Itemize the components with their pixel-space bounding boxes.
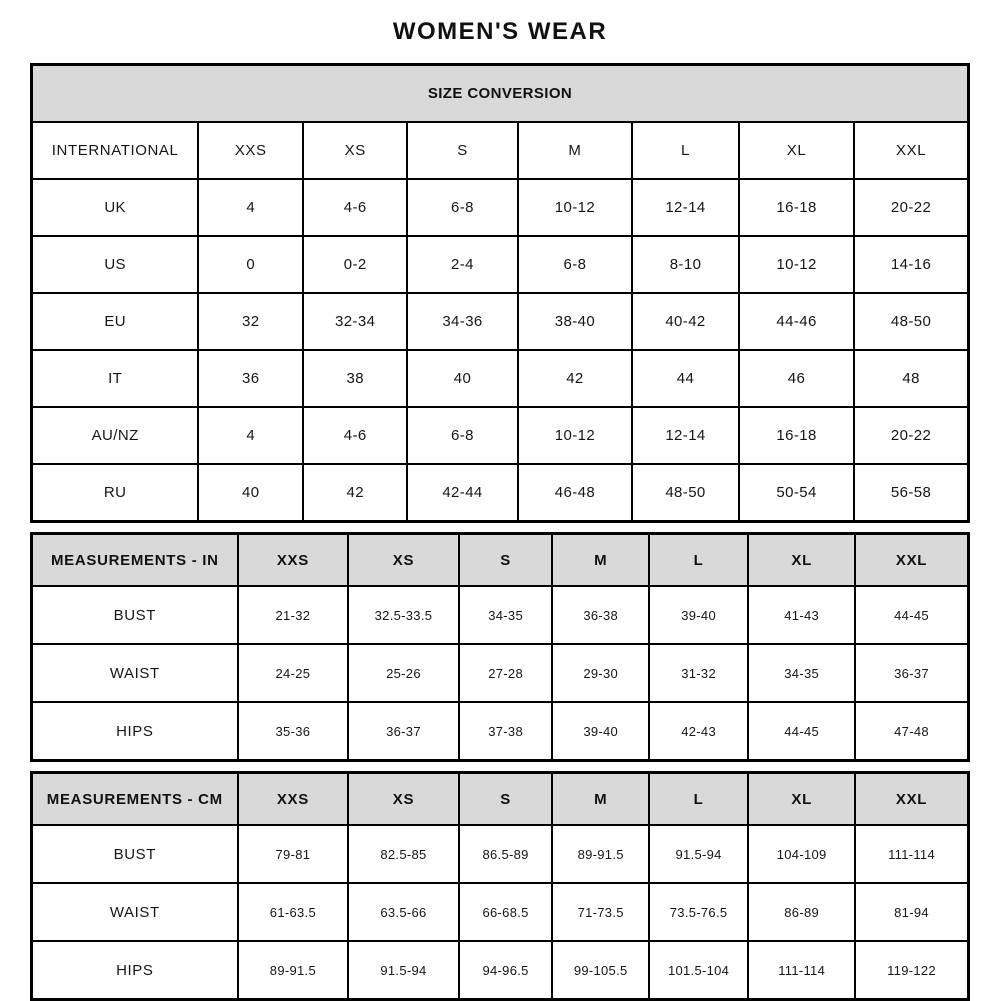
row-label: BUST [32, 825, 238, 883]
value-cell: 40-42 [632, 293, 739, 350]
column-header: XL [739, 122, 854, 179]
value-cell: 82.5-85 [348, 825, 459, 883]
label-column-header: MEASUREMENTS - CM [32, 773, 238, 826]
value-cell: 12-14 [632, 407, 739, 464]
value-cell: 4 [198, 179, 303, 236]
value-cell: 16-18 [739, 407, 854, 464]
value-cell: 34-35 [748, 644, 855, 702]
value-cell: 0-2 [303, 236, 407, 293]
column-header: XXS [238, 534, 349, 587]
table-row [32, 941, 969, 1000]
table-row [32, 883, 969, 941]
value-cell: 27-28 [459, 644, 553, 702]
measurements-cm-table [30, 771, 970, 1001]
value-cell: 42 [518, 350, 632, 407]
table-row [32, 702, 969, 761]
row-label: US [32, 236, 199, 293]
value-cell: 10-12 [518, 179, 632, 236]
value-cell: 38-40 [518, 293, 632, 350]
value-cell: 89-91.5 [552, 825, 649, 883]
value-cell: 6-8 [407, 407, 518, 464]
table-banner: SIZE CONVERSION [32, 65, 969, 123]
value-cell: 12-14 [632, 179, 739, 236]
value-cell: 44 [632, 350, 739, 407]
value-cell: 20-22 [854, 407, 968, 464]
value-cell: 25-26 [348, 644, 459, 702]
row-label: RU [32, 464, 199, 522]
value-cell: 44-46 [739, 293, 854, 350]
value-cell: 14-16 [854, 236, 968, 293]
row-label: HIPS [32, 941, 238, 1000]
value-cell: 24-25 [238, 644, 349, 702]
table-row [32, 825, 969, 883]
value-cell: 36-37 [348, 702, 459, 761]
value-cell: 39-40 [552, 702, 649, 761]
value-cell: 42-43 [649, 702, 748, 761]
value-cell: 81-94 [855, 883, 968, 941]
value-cell: 34-36 [407, 293, 518, 350]
value-cell: 44-45 [855, 586, 968, 644]
value-cell: 91.5-94 [649, 825, 748, 883]
banner-row [32, 65, 969, 123]
value-cell: 10-12 [739, 236, 854, 293]
value-cell: 32.5-33.5 [348, 586, 459, 644]
header-row [32, 534, 969, 587]
table-row [32, 407, 969, 464]
value-cell: 35-36 [238, 702, 349, 761]
value-cell: 48-50 [632, 464, 739, 522]
value-cell: 79-81 [238, 825, 349, 883]
column-header: L [649, 773, 748, 826]
value-cell: 56-58 [854, 464, 968, 522]
value-cell: 44-45 [748, 702, 855, 761]
size-conversion-table [30, 63, 970, 523]
value-cell: 32 [198, 293, 303, 350]
value-cell: 63.5-66 [348, 883, 459, 941]
value-cell: 2-4 [407, 236, 518, 293]
value-cell: 89-91.5 [238, 941, 349, 1000]
value-cell: 61-63.5 [238, 883, 349, 941]
value-cell: 66-68.5 [459, 883, 553, 941]
header-row [32, 773, 969, 826]
value-cell: 111-114 [748, 941, 855, 1000]
column-header: M [552, 773, 649, 826]
value-cell: 38 [303, 350, 407, 407]
value-cell: 91.5-94 [348, 941, 459, 1000]
value-cell: 41-43 [748, 586, 855, 644]
row-label: UK [32, 179, 199, 236]
column-header: L [632, 122, 739, 179]
value-cell: 40 [198, 464, 303, 522]
table-row [32, 350, 969, 407]
table-row [32, 644, 969, 702]
value-cell: 50-54 [739, 464, 854, 522]
column-header: M [518, 122, 632, 179]
row-label: BUST [32, 586, 238, 644]
value-cell: 86.5-89 [459, 825, 553, 883]
column-header: S [407, 122, 518, 179]
value-cell: 20-22 [854, 179, 968, 236]
value-cell: 48 [854, 350, 968, 407]
value-cell: 36-37 [855, 644, 968, 702]
value-cell: 36 [198, 350, 303, 407]
value-cell: 37-38 [459, 702, 553, 761]
value-cell: 39-40 [649, 586, 748, 644]
column-header: XXS [198, 122, 303, 179]
label-column-header: MEASUREMENTS - IN [32, 534, 238, 587]
column-header: XS [348, 534, 459, 587]
value-cell: 104-109 [748, 825, 855, 883]
value-cell: 47-48 [855, 702, 968, 761]
value-cell: 46 [739, 350, 854, 407]
value-cell: 119-122 [855, 941, 968, 1000]
value-cell: 42-44 [407, 464, 518, 522]
value-cell: 21-32 [238, 586, 349, 644]
label-column-header: INTERNATIONAL [32, 122, 199, 179]
column-header: XXL [855, 534, 968, 587]
column-header: XS [303, 122, 407, 179]
column-header: XXL [855, 773, 968, 826]
column-header: XL [748, 773, 855, 826]
value-cell: 36-38 [552, 586, 649, 644]
value-cell: 111-114 [855, 825, 968, 883]
value-cell: 46-48 [518, 464, 632, 522]
value-cell: 71-73.5 [552, 883, 649, 941]
row-label: IT [32, 350, 199, 407]
value-cell: 94-96.5 [459, 941, 553, 1000]
row-label: EU [32, 293, 199, 350]
column-header: L [649, 534, 748, 587]
column-header: XS [348, 773, 459, 826]
header-row [32, 122, 969, 179]
value-cell: 40 [407, 350, 518, 407]
value-cell: 16-18 [739, 179, 854, 236]
table-row [32, 293, 969, 350]
value-cell: 99-105.5 [552, 941, 649, 1000]
column-header: XXL [854, 122, 968, 179]
value-cell: 0 [198, 236, 303, 293]
table-row [32, 236, 969, 293]
value-cell: 8-10 [632, 236, 739, 293]
table-row [32, 464, 969, 522]
value-cell: 6-8 [518, 236, 632, 293]
value-cell: 10-12 [518, 407, 632, 464]
page-title: WOMEN'S WEAR [392, 18, 608, 45]
row-label: HIPS [32, 702, 238, 761]
value-cell: 29-30 [552, 644, 649, 702]
column-header: XXS [238, 773, 349, 826]
value-cell: 42 [303, 464, 407, 522]
table-row [32, 179, 969, 236]
table-row [32, 586, 969, 644]
value-cell: 32-34 [303, 293, 407, 350]
value-cell: 4-6 [303, 179, 407, 236]
value-cell: 4 [198, 407, 303, 464]
value-cell: 101.5-104 [649, 941, 748, 1000]
column-header: M [552, 534, 649, 587]
value-cell: 48-50 [854, 293, 968, 350]
row-label: WAIST [32, 883, 238, 941]
value-cell: 73.5-76.5 [649, 883, 748, 941]
measurements-in-table [30, 532, 970, 762]
value-cell: 31-32 [649, 644, 748, 702]
value-cell: 34-35 [459, 586, 553, 644]
column-header: S [459, 534, 553, 587]
column-header: XL [748, 534, 855, 587]
row-label: WAIST [32, 644, 238, 702]
value-cell: 86-89 [748, 883, 855, 941]
row-label: AU/NZ [32, 407, 199, 464]
value-cell: 4-6 [303, 407, 407, 464]
column-header: S [459, 773, 553, 826]
value-cell: 6-8 [407, 179, 518, 236]
